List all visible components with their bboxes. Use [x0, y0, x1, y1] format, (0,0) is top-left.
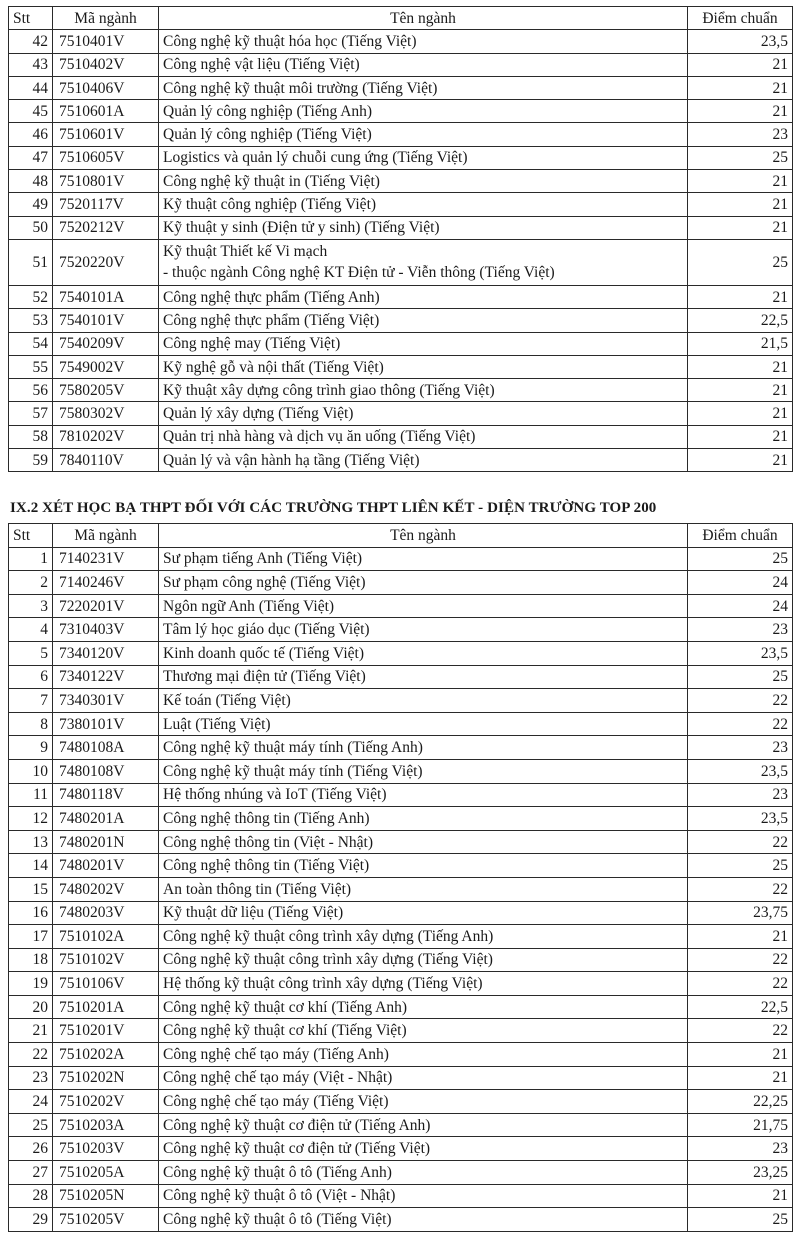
- row-ten-nganh: Công nghệ kỹ thuật ô tô (Việt - Nhật): [159, 1184, 688, 1208]
- row-stt: 57: [9, 402, 53, 425]
- row-stt: 15: [9, 877, 53, 901]
- row-diem-chuan: 25: [688, 1208, 793, 1232]
- row-ten-nganh: Công nghệ chế tạo máy (Tiếng Anh): [159, 1043, 688, 1067]
- row-ten-nganh: Quản trị nhà hàng và dịch vụ ăn uống (Tiếng Việt): [159, 425, 688, 448]
- row-ma-nganh: 7340122V: [53, 665, 159, 689]
- table-row: [9, 1043, 793, 1067]
- row-stt: 43: [9, 53, 53, 76]
- row-ma-nganh: 7510203A: [53, 1113, 159, 1137]
- row-ten-nganh: Công nghệ thực phẩm (Tiếng Việt): [159, 309, 688, 332]
- row-ten-nganh: Công nghệ kỹ thuật công trình xây dựng (Tiếng Anh): [159, 925, 688, 949]
- row-diem-chuan: 21: [688, 379, 793, 402]
- header-stt: Stt: [9, 7, 53, 30]
- table-row: [9, 1066, 793, 1090]
- row-ma-nganh: 7540101A: [53, 285, 159, 308]
- row-ma-nganh: 7510205N: [53, 1184, 159, 1208]
- row-stt: 58: [9, 425, 53, 448]
- row-diem-chuan: 21: [688, 355, 793, 378]
- table-row: [9, 759, 793, 783]
- row-stt: 17: [9, 925, 53, 949]
- row-ten-nganh: Công nghệ kỹ thuật cơ điện tử (Tiếng Việt): [159, 1137, 688, 1161]
- row-ten-nganh: Công nghệ kỹ thuật ô tô (Tiếng Việt): [159, 1208, 688, 1232]
- ten-nganh-line1: Kỹ thuật Thiết kế Vi mạch: [163, 243, 328, 261]
- row-stt: 29: [9, 1208, 53, 1232]
- row-ma-nganh: 7510202N: [53, 1066, 159, 1090]
- row-diem-chuan: 21: [688, 170, 793, 193]
- header-ten-nganh: Tên ngành: [159, 524, 688, 548]
- table-row: [9, 1019, 793, 1043]
- row-ma-nganh: 7520220V: [53, 239, 159, 285]
- row-stt: 16: [9, 901, 53, 925]
- row-diem-chuan: 21: [688, 1043, 793, 1067]
- row-diem-chuan: 21: [688, 76, 793, 99]
- row-ten-nganh: Kỹ thuật dữ liệu (Tiếng Việt): [159, 901, 688, 925]
- table-row: [9, 618, 793, 642]
- row-ten-nganh: Hệ thống kỹ thuật công trình xây dựng (Tiếng Việt): [159, 972, 688, 996]
- row-stt: 52: [9, 285, 53, 308]
- table-row: [9, 1161, 793, 1185]
- row-ma-nganh: 7510205A: [53, 1161, 159, 1185]
- row-diem-chuan: 23: [688, 1137, 793, 1161]
- row-diem-chuan: 21: [688, 216, 793, 239]
- table-header-row: [9, 524, 793, 548]
- row-stt: 50: [9, 216, 53, 239]
- table-row: [9, 355, 793, 378]
- row-diem-chuan: 21: [688, 1066, 793, 1090]
- row-ten-nganh: Kỹ thuật y sinh (Điện tử y sinh) (Tiếng Việt): [159, 216, 688, 239]
- header-diem-chuan: Điểm chuẩn: [688, 7, 793, 30]
- row-stt: 24: [9, 1090, 53, 1114]
- row-stt: 14: [9, 854, 53, 878]
- table-body: [9, 547, 793, 1231]
- row-ten-nganh: Công nghệ kỹ thuật máy tính (Tiếng Việt): [159, 759, 688, 783]
- row-ten-nganh: Luật (Tiếng Việt): [159, 712, 688, 736]
- table-row: [9, 170, 793, 193]
- row-stt: 56: [9, 379, 53, 402]
- row-diem-chuan: 23,25: [688, 1161, 793, 1185]
- table-row: [9, 925, 793, 949]
- table-row: [9, 239, 793, 285]
- table-body: [9, 30, 793, 472]
- row-stt: 10: [9, 759, 53, 783]
- section-heading: IX.2 XÉT HỌC BẠ THPT ĐỐI VỚI CÁC TRƯỜNG THPT LIÊN KẾT - DIỆN TRƯỜNG TOP 200: [10, 500, 657, 516]
- row-ten-nganh: Thương mại điện tử (Tiếng Việt): [159, 665, 688, 689]
- row-diem-chuan: 22: [688, 1019, 793, 1043]
- row-diem-chuan: 21: [688, 285, 793, 308]
- row-stt: 53: [9, 309, 53, 332]
- row-ma-nganh: 7510102V: [53, 948, 159, 972]
- row-ten-nganh: Công nghệ chế tạo máy (Tiếng Việt): [159, 1090, 688, 1114]
- row-diem-chuan: 23: [688, 618, 793, 642]
- row-ma-nganh: 7510202A: [53, 1043, 159, 1067]
- row-diem-chuan: 21: [688, 1184, 793, 1208]
- row-ten-nganh: Công nghệ kỹ thuật môi trường (Tiếng Việt): [159, 76, 688, 99]
- row-ten-nganh: Công nghệ vật liệu (Tiếng Việt): [159, 53, 688, 76]
- row-stt: 7: [9, 689, 53, 713]
- row-stt: 23: [9, 1066, 53, 1090]
- row-ma-nganh: 7140246V: [53, 571, 159, 595]
- row-ten-nganh: Công nghệ may (Tiếng Việt): [159, 332, 688, 355]
- row-stt: 54: [9, 332, 53, 355]
- row-diem-chuan: 21: [688, 925, 793, 949]
- row-diem-chuan: 22,5: [688, 309, 793, 332]
- table-header-row: [9, 7, 793, 30]
- row-ma-nganh: 7540209V: [53, 332, 159, 355]
- row-stt: 6: [9, 665, 53, 689]
- row-stt: 13: [9, 830, 53, 854]
- row-ma-nganh: 7510203V: [53, 1137, 159, 1161]
- row-ma-nganh: 7510202V: [53, 1090, 159, 1114]
- row-ten-nganh: Quản lý công nghiệp (Tiếng Anh): [159, 100, 688, 123]
- row-ten-nganh: Công nghệ thông tin (Tiếng Anh): [159, 807, 688, 831]
- row-diem-chuan: 23,75: [688, 901, 793, 925]
- row-ma-nganh: 7510205V: [53, 1208, 159, 1232]
- row-ma-nganh: 7540101V: [53, 309, 159, 332]
- table-row: [9, 1113, 793, 1137]
- row-stt: 47: [9, 146, 53, 169]
- table-row: [9, 594, 793, 618]
- table-row: [9, 332, 793, 355]
- row-ten-nganh: Công nghệ kỹ thuật công trình xây dựng (Tiếng Việt): [159, 948, 688, 972]
- row-stt: 9: [9, 736, 53, 760]
- header-ten-nganh: Tên ngành: [159, 7, 688, 30]
- row-diem-chuan: 25: [688, 146, 793, 169]
- row-diem-chuan: 22: [688, 830, 793, 854]
- table-row: [9, 877, 793, 901]
- table-row: [9, 571, 793, 595]
- row-stt: 55: [9, 355, 53, 378]
- row-stt: 21: [9, 1019, 53, 1043]
- table-row: [9, 736, 793, 760]
- table-row: [9, 30, 793, 53]
- table-row: [9, 1208, 793, 1232]
- row-ten-nganh: Kỹ nghệ gỗ và nội thất (Tiếng Việt): [159, 355, 688, 378]
- row-diem-chuan: 21: [688, 53, 793, 76]
- row-ten-nganh: Kinh doanh quốc tế (Tiếng Việt): [159, 641, 688, 665]
- row-ma-nganh: 7480201V: [53, 854, 159, 878]
- row-ma-nganh: 7510601V: [53, 123, 159, 146]
- row-diem-chuan: 23,5: [688, 30, 793, 53]
- row-ten-nganh: Sư phạm tiếng Anh (Tiếng Việt): [159, 547, 688, 571]
- row-stt: 18: [9, 948, 53, 972]
- row-ma-nganh: 7580302V: [53, 402, 159, 425]
- row-ten-nganh: Quản lý và vận hành hạ tầng (Tiếng Việt): [159, 449, 688, 472]
- row-ten-nganh: Công nghệ kỹ thuật in (Tiếng Việt): [159, 170, 688, 193]
- row-diem-chuan: 24: [688, 571, 793, 595]
- admission-scores-table-part2: [8, 523, 793, 1232]
- table-row: [9, 309, 793, 332]
- table-row: [9, 1184, 793, 1208]
- row-ma-nganh: 7480201N: [53, 830, 159, 854]
- table-row: [9, 972, 793, 996]
- row-ma-nganh: 7340301V: [53, 689, 159, 713]
- row-stt: 25: [9, 1113, 53, 1137]
- table-row: [9, 193, 793, 216]
- row-ma-nganh: 7220201V: [53, 594, 159, 618]
- row-diem-chuan: 23,5: [688, 759, 793, 783]
- row-ten-nganh: Sư phạm công nghệ (Tiếng Việt): [159, 571, 688, 595]
- row-stt: 48: [9, 170, 53, 193]
- row-ma-nganh: 7510601A: [53, 100, 159, 123]
- row-diem-chuan: 23: [688, 123, 793, 146]
- row-ma-nganh: 7480108A: [53, 736, 159, 760]
- row-ten-nganh: Ngôn ngữ Anh (Tiếng Việt): [159, 594, 688, 618]
- row-stt: 46: [9, 123, 53, 146]
- row-ma-nganh: 7510402V: [53, 53, 159, 76]
- row-ten-nganh: Công nghệ kỹ thuật ô tô (Tiếng Anh): [159, 1161, 688, 1185]
- row-ten-nganh: Công nghệ thông tin (Việt - Nhật): [159, 830, 688, 854]
- row-stt: 4: [9, 618, 53, 642]
- row-diem-chuan: 23,5: [688, 641, 793, 665]
- row-stt: 11: [9, 783, 53, 807]
- table-row: [9, 901, 793, 925]
- table-row: [9, 641, 793, 665]
- table-row: [9, 100, 793, 123]
- row-ten-nganh: Công nghệ kỹ thuật cơ khí (Tiếng Anh): [159, 995, 688, 1019]
- row-diem-chuan: 25: [688, 239, 793, 285]
- row-ma-nganh: 7520117V: [53, 193, 159, 216]
- row-ma-nganh: 7140231V: [53, 547, 159, 571]
- row-ma-nganh: 7510102A: [53, 925, 159, 949]
- table-row: [9, 995, 793, 1019]
- row-diem-chuan: 21,5: [688, 332, 793, 355]
- row-ma-nganh: 7510406V: [53, 76, 159, 99]
- row-stt: 3: [9, 594, 53, 618]
- row-ten-nganh: Công nghệ thực phẩm (Tiếng Anh): [159, 285, 688, 308]
- table-row: [9, 807, 793, 831]
- row-ma-nganh: 7510801V: [53, 170, 159, 193]
- row-diem-chuan: 21: [688, 193, 793, 216]
- row-stt: 28: [9, 1184, 53, 1208]
- row-ten-nganh: Hệ thống nhúng và IoT (Tiếng Việt): [159, 783, 688, 807]
- row-stt: 2: [9, 571, 53, 595]
- table-row: [9, 216, 793, 239]
- row-ma-nganh: 7380101V: [53, 712, 159, 736]
- row-ten-nganh: Công nghệ kỹ thuật máy tính (Tiếng Anh): [159, 736, 688, 760]
- row-ma-nganh: 7510401V: [53, 30, 159, 53]
- table-row: [9, 689, 793, 713]
- row-diem-chuan: 22,5: [688, 995, 793, 1019]
- row-diem-chuan: 22: [688, 877, 793, 901]
- row-ma-nganh: 7480203V: [53, 901, 159, 925]
- table-row: [9, 76, 793, 99]
- table-row: [9, 425, 793, 448]
- row-ma-nganh: 7510201V: [53, 1019, 159, 1043]
- header-diem-chuan: Điểm chuẩn: [688, 524, 793, 548]
- ten-nganh-line2: - thuộc ngành Công nghệ KT Điện tử - Viễn thông (Tiếng Việt): [163, 264, 555, 282]
- table-row: [9, 712, 793, 736]
- row-ma-nganh: 7310403V: [53, 618, 159, 642]
- table-row: [9, 449, 793, 472]
- table-row: [9, 402, 793, 425]
- row-stt: 45: [9, 100, 53, 123]
- row-ten-nganh: Tâm lý học giáo dục (Tiếng Việt): [159, 618, 688, 642]
- row-ma-nganh: 7520212V: [53, 216, 159, 239]
- row-ma-nganh: 7480202V: [53, 877, 159, 901]
- row-ten-nganh: Công nghệ kỹ thuật hóa học (Tiếng Việt): [159, 30, 688, 53]
- row-ten-nganh: Kỹ thuật xây dựng công trình giao thông (Tiếng Việt): [159, 379, 688, 402]
- row-stt: 42: [9, 30, 53, 53]
- row-diem-chuan: 22: [688, 689, 793, 713]
- row-ma-nganh: 7480108V: [53, 759, 159, 783]
- row-ma-nganh: 7510605V: [53, 146, 159, 169]
- row-ma-nganh: 7549002V: [53, 355, 159, 378]
- row-diem-chuan: 22,25: [688, 1090, 793, 1114]
- header-ma-nganh: Mã ngành: [53, 524, 159, 548]
- row-stt: 27: [9, 1161, 53, 1185]
- row-ten-nganh: Quản lý công nghiệp (Tiếng Việt): [159, 123, 688, 146]
- row-diem-chuan: 21: [688, 449, 793, 472]
- row-diem-chuan: 22: [688, 972, 793, 996]
- row-ma-nganh: 7580205V: [53, 379, 159, 402]
- table-row: [9, 665, 793, 689]
- table-row: [9, 285, 793, 308]
- row-stt: 26: [9, 1137, 53, 1161]
- table-row: [9, 948, 793, 972]
- row-diem-chuan: 25: [688, 547, 793, 571]
- row-ma-nganh: 7340120V: [53, 641, 159, 665]
- row-stt: 20: [9, 995, 53, 1019]
- row-diem-chuan: 21: [688, 100, 793, 123]
- row-diem-chuan: 25: [688, 854, 793, 878]
- row-diem-chuan: 25: [688, 665, 793, 689]
- row-ten-nganh: [159, 239, 688, 285]
- row-ma-nganh: 7810202V: [53, 425, 159, 448]
- row-ma-nganh: 7480118V: [53, 783, 159, 807]
- row-ten-nganh: Kỹ thuật công nghiệp (Tiếng Việt): [159, 193, 688, 216]
- row-stt: 1: [9, 547, 53, 571]
- table-row: [9, 783, 793, 807]
- row-stt: 59: [9, 449, 53, 472]
- row-stt: 22: [9, 1043, 53, 1067]
- row-stt: 5: [9, 641, 53, 665]
- row-ma-nganh: 7480201A: [53, 807, 159, 831]
- header-ma-nganh: Mã ngành: [53, 7, 159, 30]
- row-diem-chuan: 22: [688, 712, 793, 736]
- row-diem-chuan: 22: [688, 948, 793, 972]
- row-ma-nganh: 7840110V: [53, 449, 159, 472]
- admission-scores-table-part1: [8, 6, 793, 472]
- header-stt: Stt: [9, 524, 53, 548]
- row-ten-nganh: An toàn thông tin (Tiếng Việt): [159, 877, 688, 901]
- row-diem-chuan: 21: [688, 402, 793, 425]
- table-row: [9, 123, 793, 146]
- row-diem-chuan: 24: [688, 594, 793, 618]
- table-row: [9, 830, 793, 854]
- row-ten-nganh: Quản lý xây dựng (Tiếng Việt): [159, 402, 688, 425]
- row-ten-nganh: Công nghệ chế tạo máy (Việt - Nhật): [159, 1066, 688, 1090]
- row-diem-chuan: 21,75: [688, 1113, 793, 1137]
- table-row: [9, 379, 793, 402]
- row-stt: 8: [9, 712, 53, 736]
- row-stt: 19: [9, 972, 53, 996]
- row-ma-nganh: 7510201A: [53, 995, 159, 1019]
- row-diem-chuan: 21: [688, 425, 793, 448]
- table-row: [9, 854, 793, 878]
- row-stt: 44: [9, 76, 53, 99]
- table-row: [9, 1090, 793, 1114]
- row-ten-nganh: Công nghệ thông tin (Tiếng Việt): [159, 854, 688, 878]
- table-row: [9, 53, 793, 76]
- table-row: [9, 146, 793, 169]
- row-diem-chuan: 23: [688, 736, 793, 760]
- row-ten-nganh: Công nghệ kỹ thuật cơ điện tử (Tiếng Anh): [159, 1113, 688, 1137]
- row-diem-chuan: 23: [688, 783, 793, 807]
- row-ten-nganh: Logistics và quản lý chuỗi cung ứng (Tiếng Việt): [159, 146, 688, 169]
- table-row: [9, 547, 793, 571]
- row-stt: 12: [9, 807, 53, 831]
- row-ma-nganh: 7510106V: [53, 972, 159, 996]
- row-stt: 51: [9, 239, 53, 285]
- row-ten-nganh: Công nghệ kỹ thuật cơ khí (Tiếng Việt): [159, 1019, 688, 1043]
- row-stt: 49: [9, 193, 53, 216]
- row-ten-nganh: Kế toán (Tiếng Việt): [159, 689, 688, 713]
- row-diem-chuan: 23,5: [688, 807, 793, 831]
- table-row: [9, 1137, 793, 1161]
